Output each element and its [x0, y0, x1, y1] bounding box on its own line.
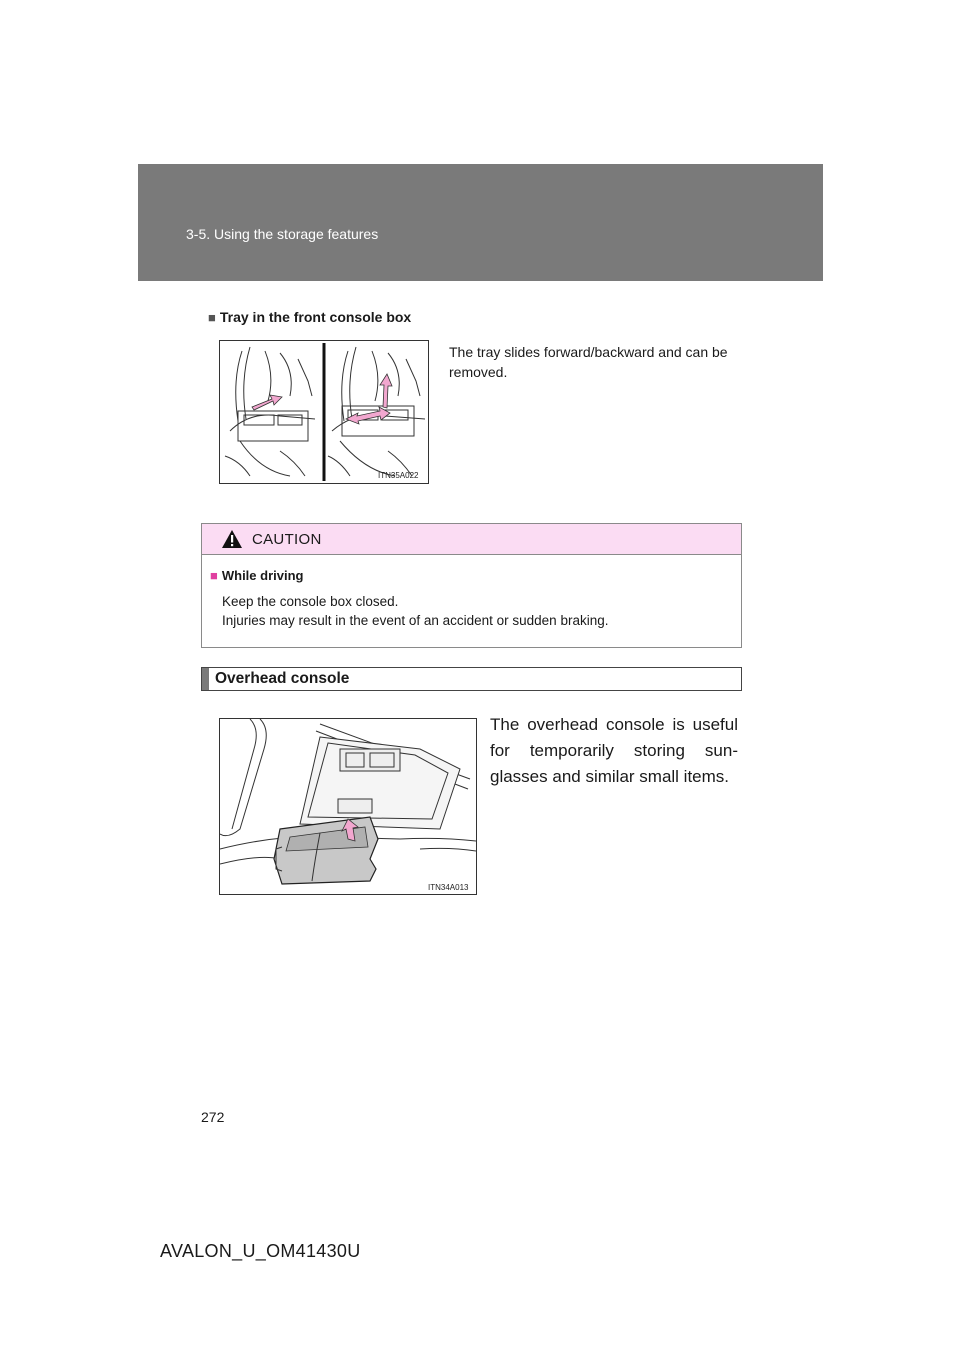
footer-document-code: AVALON_U_OM41430U	[160, 1241, 361, 1261]
section-header-text: 3-5. Using the storage features	[186, 226, 379, 242]
caution-box	[201, 523, 742, 648]
tray-illustration-drawing	[220, 341, 428, 483]
tray-heading	[208, 309, 411, 325]
page-number: 272	[201, 1109, 225, 1125]
heading-marker: ■	[208, 310, 216, 325]
overhead-console-illustration	[219, 718, 477, 895]
tray-illustration	[219, 340, 429, 484]
section-header-band	[138, 164, 823, 281]
caution-subheading	[210, 568, 303, 583]
caution-line: Keep the console box closed.	[222, 594, 399, 609]
tray-figure-code: ITN35A022	[378, 471, 419, 480]
caution-header	[202, 524, 741, 555]
overhead-section-title-bar	[201, 667, 742, 691]
caution-label: CAUTION	[252, 531, 322, 548]
caution-line: Injuries may result in the event of an accident or sudden braking.	[222, 613, 609, 628]
overhead-figure-code: ITN34A013	[428, 883, 469, 892]
caution-marker: ■	[210, 568, 218, 583]
overhead-console-drawing	[220, 719, 476, 894]
warning-triangle-icon	[221, 529, 243, 549]
tray-description: The tray slides forward/backward and can be removed.	[449, 344, 728, 380]
tray-heading-text: Tray in the front console box	[219, 309, 412, 325]
section-title-accent	[202, 668, 209, 690]
overhead-description: The overhead console is useful for temporarily storing sun-glasses and similar small items.	[490, 715, 738, 786]
caution-subheading-text: While driving	[221, 568, 304, 583]
overhead-section-title: Overhead console	[215, 670, 350, 687]
